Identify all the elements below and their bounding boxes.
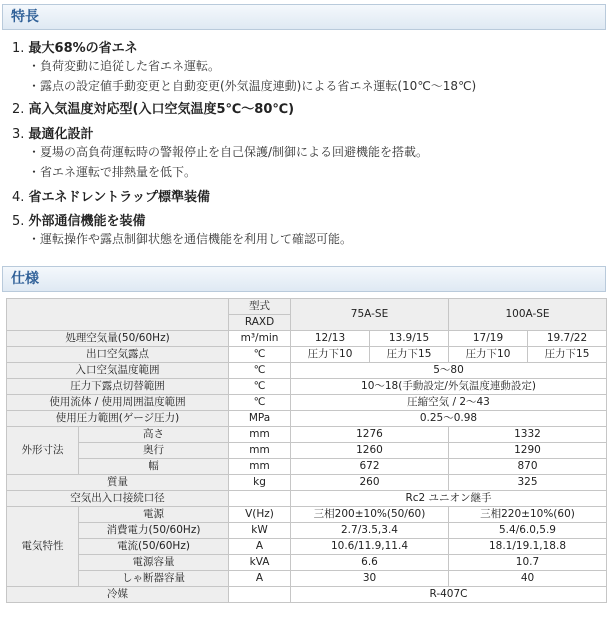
table-row: 出口空気露点 ℃ 圧力下10 圧力下15 圧力下10 圧力下15 [7, 347, 607, 363]
table-row: 電気特性 電源 V(Hz) 三相200±10%(50/60) 三相220±10%(60) [7, 507, 607, 523]
spec-heading: 仕様 [2, 266, 606, 292]
table-row: 圧力下露点切替範囲 ℃ 10〜18(手動設定/外気温度連動設定) [7, 379, 607, 395]
model-100a: 100A-SE [449, 299, 607, 331]
series-label: RAXD [229, 315, 291, 331]
model-75a: 75A-SE [291, 299, 449, 331]
table-row: 空気出入口接続口径 Rc2 ユニオン継手 [7, 491, 607, 507]
table-row [7, 299, 607, 315]
table-row: 電流(50/60Hz) A 10.6/11.9,11.4 18.1/19.1,18.8 [7, 539, 607, 555]
table-row: 消費電力(50/60Hz) kW 2.7/3.5,3.4 5.4/6.0,5.9 [7, 523, 607, 539]
table-row: 使用圧力範囲(ゲージ圧力) MPa 0.25〜0.98 [7, 411, 607, 427]
feature-5-bullet-1: ・運転操作や露点制御状態を通信機能を利用して確認可能。 [28, 232, 353, 246]
table-row: 使用流体 / 使用周囲温度範囲 ℃ 圧縮空気 / 2〜43 [7, 395, 607, 411]
table-row: 外形寸法 高さ mm 1276 1332 [7, 427, 607, 443]
features-heading: 特長 [2, 4, 606, 30]
feature-3-bullet-1: ・夏場の高負荷運転時の警報停止を自己保護/制御による回避機能を搭載。 [28, 145, 429, 159]
table-row: しゃ断器容量 A 30 40 [7, 571, 607, 587]
feature-3-bullet-2: ・省エネ運転で排熱量を低下。 [28, 165, 197, 179]
dims-group: 外形寸法 [7, 427, 79, 475]
model-label: 型式 [229, 299, 291, 315]
feature-5: 5. 外部通信機能を装備 [12, 214, 146, 229]
table-row: 冷媒 R-407C [7, 587, 607, 603]
feature-2: 2. 高入気温度対応型(入口空気温度5℃〜80℃) [12, 102, 295, 117]
elec-group: 電気特性 [7, 507, 79, 587]
feature-4: 4. 省エネドレントラップ標準装備 [12, 190, 210, 205]
feature-3: 3. 最適化設計 [12, 127, 94, 142]
table-row: 幅 mm 672 870 [7, 459, 607, 475]
table-row: 処理空気量(50/60Hz) m³/min 12/13 13.9/15 17/19 19.7/22 [7, 331, 607, 347]
table-row: 質量 kg 260 325 [7, 475, 607, 491]
feature-1: 1. 最大68%の省エネ [12, 41, 138, 56]
table-row: 電源容量 kVA 6.6 10.7 [7, 555, 607, 571]
table-row: 奥行 mm 1260 1290 [7, 443, 607, 459]
spec-table [6, 298, 607, 603]
table-row: 入口空気温度範囲 ℃ 5〜80 [7, 363, 607, 379]
feature-1-bullet-1: ・負荷変動に追従した省エネ運転。 [28, 59, 221, 73]
feature-1-bullet-2: ・露点の設定値手動変更と自動変更(外気温度連動)による省エネ運転(10℃〜18℃) [28, 79, 477, 93]
